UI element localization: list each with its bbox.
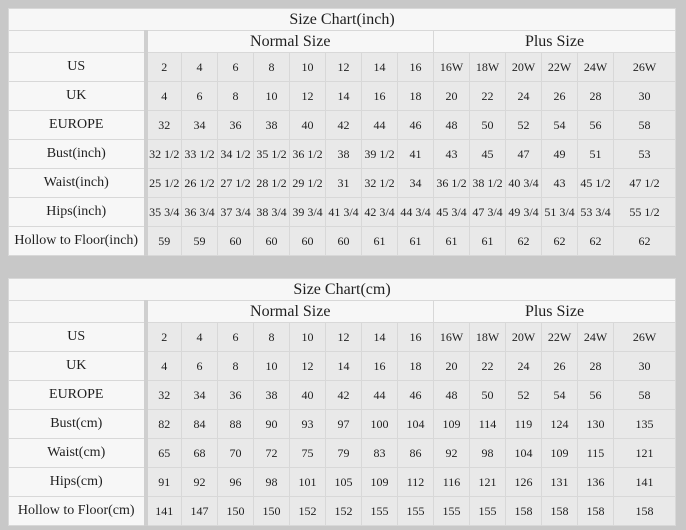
- size-value-cell: 150: [254, 497, 290, 526]
- size-value-cell: 65: [146, 439, 182, 468]
- size-value-cell: 10: [290, 53, 326, 82]
- size-value-cell: 39 1/2: [362, 140, 398, 169]
- size-value-cell: 20: [434, 82, 470, 111]
- size-value-cell: 43: [542, 169, 578, 198]
- size-value-cell: 2: [146, 323, 182, 352]
- group-header-row: [9, 301, 676, 323]
- table-row: [9, 497, 676, 526]
- size-value-cell: 12: [290, 82, 326, 111]
- row-label: Hips(cm): [9, 468, 146, 497]
- size-value-cell: 104: [398, 410, 434, 439]
- size-value-cell: 16W: [434, 323, 470, 352]
- size-value-cell: 44 3/4: [398, 198, 434, 227]
- size-value-cell: 97: [326, 410, 362, 439]
- size-value-cell: 56: [578, 111, 614, 140]
- group-header-plus-size: Plus Size: [434, 301, 676, 323]
- size-value-cell: 100: [362, 410, 398, 439]
- size-value-cell: 12: [326, 53, 362, 82]
- size-value-cell: 130: [578, 410, 614, 439]
- size-value-cell: 36: [218, 381, 254, 410]
- size-value-cell: 84: [182, 410, 218, 439]
- size-value-cell: 20: [434, 352, 470, 381]
- corner-cell: [9, 301, 146, 323]
- size-value-cell: 18: [398, 352, 434, 381]
- size-value-cell: 10: [254, 352, 290, 381]
- size-value-cell: 96: [218, 468, 254, 497]
- group-header-row: [9, 31, 676, 53]
- size-value-cell: 30: [614, 352, 676, 381]
- size-value-cell: 30: [614, 82, 676, 111]
- size-value-cell: 26: [542, 82, 578, 111]
- size-value-cell: 86: [398, 439, 434, 468]
- size-value-cell: 141: [146, 497, 182, 526]
- size-value-cell: 47 3/4: [470, 198, 506, 227]
- size-value-cell: 60: [218, 227, 254, 256]
- size-value-cell: 6: [182, 82, 218, 111]
- size-value-cell: 10: [254, 82, 290, 111]
- size-value-cell: 56: [578, 381, 614, 410]
- size-value-cell: 46: [398, 381, 434, 410]
- size-value-cell: 24W: [578, 53, 614, 82]
- size-value-cell: 55 1/2: [614, 198, 676, 227]
- table-row: [9, 169, 676, 198]
- row-label: Hollow to Floor(cm): [9, 497, 146, 526]
- size-value-cell: 62: [578, 227, 614, 256]
- size-value-cell: 53 3/4: [578, 198, 614, 227]
- row-label: Bust(inch): [9, 140, 146, 169]
- size-value-cell: 98: [470, 439, 506, 468]
- size-value-cell: 20W: [506, 53, 542, 82]
- size-value-cell: 83: [362, 439, 398, 468]
- size-value-cell: 28: [578, 352, 614, 381]
- size-value-cell: 18W: [470, 53, 506, 82]
- size-value-cell: 82: [146, 410, 182, 439]
- size-value-cell: 45 1/2: [578, 169, 614, 198]
- size-value-cell: 33 1/2: [182, 140, 218, 169]
- size-value-cell: 158: [614, 497, 676, 526]
- size-value-cell: 58: [614, 381, 676, 410]
- size-value-cell: 136: [578, 468, 614, 497]
- size-value-cell: 14: [362, 53, 398, 82]
- size-value-cell: 75: [290, 439, 326, 468]
- size-value-cell: 72: [254, 439, 290, 468]
- size-value-cell: 59: [146, 227, 182, 256]
- size-value-cell: 16: [398, 53, 434, 82]
- row-label: US: [9, 53, 146, 82]
- table-title-row: [9, 9, 676, 31]
- size-value-cell: 8: [254, 53, 290, 82]
- size-value-cell: 92: [182, 468, 218, 497]
- size-value-cell: 22: [470, 82, 506, 111]
- size-value-cell: 32 1/2: [362, 169, 398, 198]
- size-value-cell: 98: [254, 468, 290, 497]
- size-value-cell: 50: [470, 111, 506, 140]
- size-value-cell: 14: [326, 82, 362, 111]
- size-value-cell: 6: [218, 323, 254, 352]
- size-chart-inch-table: [8, 8, 676, 256]
- table-title-row: [9, 279, 676, 301]
- size-value-cell: 31: [326, 169, 362, 198]
- size-value-cell: 16: [398, 323, 434, 352]
- size-value-cell: 29 1/2: [290, 169, 326, 198]
- size-value-cell: 109: [434, 410, 470, 439]
- size-value-cell: 38: [254, 381, 290, 410]
- size-value-cell: 36 1/2: [434, 169, 470, 198]
- size-value-cell: 40: [290, 381, 326, 410]
- table-title: Size Chart(cm): [9, 279, 676, 301]
- row-label: EUROPE: [9, 381, 146, 410]
- size-value-cell: 28 1/2: [254, 169, 290, 198]
- size-value-cell: 42: [326, 111, 362, 140]
- size-value-cell: 8: [218, 82, 254, 111]
- size-value-cell: 37 3/4: [218, 198, 254, 227]
- size-value-cell: 121: [470, 468, 506, 497]
- table-row: [9, 439, 676, 468]
- size-value-cell: 42 3/4: [362, 198, 398, 227]
- size-value-cell: 109: [362, 468, 398, 497]
- size-value-cell: 101: [290, 468, 326, 497]
- size-value-cell: 121: [614, 439, 676, 468]
- table-row: [9, 323, 676, 352]
- size-chart-cm-table: [8, 278, 676, 526]
- size-value-cell: 61: [362, 227, 398, 256]
- table-title: Size Chart(inch): [9, 9, 676, 31]
- size-value-cell: 44: [362, 381, 398, 410]
- size-value-cell: 32: [146, 381, 182, 410]
- size-value-cell: 158: [578, 497, 614, 526]
- size-value-cell: 48: [434, 381, 470, 410]
- size-value-cell: 155: [434, 497, 470, 526]
- size-value-cell: 70: [218, 439, 254, 468]
- size-value-cell: 52: [506, 111, 542, 140]
- size-value-cell: 116: [434, 468, 470, 497]
- size-value-cell: 44: [362, 111, 398, 140]
- size-value-cell: 58: [614, 111, 676, 140]
- size-value-cell: 49 3/4: [506, 198, 542, 227]
- size-value-cell: 62: [614, 227, 676, 256]
- row-label: Hips(inch): [9, 198, 146, 227]
- size-value-cell: 131: [542, 468, 578, 497]
- size-value-cell: 26 1/2: [182, 169, 218, 198]
- size-value-cell: 32: [146, 111, 182, 140]
- size-value-cell: 18: [398, 82, 434, 111]
- size-value-cell: 12: [326, 323, 362, 352]
- size-value-cell: 52: [506, 381, 542, 410]
- size-value-cell: 35 1/2: [254, 140, 290, 169]
- size-value-cell: 16W: [434, 53, 470, 82]
- size-value-cell: 119: [506, 410, 542, 439]
- size-value-cell: 68: [182, 439, 218, 468]
- size-value-cell: 6: [218, 53, 254, 82]
- size-value-cell: 12: [290, 352, 326, 381]
- size-value-cell: 59: [182, 227, 218, 256]
- size-value-cell: 51 3/4: [542, 198, 578, 227]
- size-value-cell: 155: [362, 497, 398, 526]
- size-value-cell: 38 3/4: [254, 198, 290, 227]
- size-value-cell: 112: [398, 468, 434, 497]
- size-value-cell: 6: [182, 352, 218, 381]
- size-value-cell: 24: [506, 82, 542, 111]
- row-label: UK: [9, 352, 146, 381]
- size-value-cell: 41: [398, 140, 434, 169]
- row-label: Bust(cm): [9, 410, 146, 439]
- size-value-cell: 104: [506, 439, 542, 468]
- table-row: [9, 111, 676, 140]
- size-value-cell: 60: [290, 227, 326, 256]
- size-value-cell: 152: [290, 497, 326, 526]
- size-value-cell: 53: [614, 140, 676, 169]
- size-value-cell: 16: [362, 82, 398, 111]
- size-value-cell: 42: [326, 381, 362, 410]
- size-value-cell: 155: [470, 497, 506, 526]
- size-value-cell: 36 3/4: [182, 198, 218, 227]
- table-row: [9, 468, 676, 497]
- size-value-cell: 93: [290, 410, 326, 439]
- size-value-cell: 45: [470, 140, 506, 169]
- table-row: [9, 198, 676, 227]
- size-value-cell: 60: [326, 227, 362, 256]
- size-value-cell: 22W: [542, 53, 578, 82]
- size-value-cell: 40 3/4: [506, 169, 542, 198]
- table-row: [9, 352, 676, 381]
- row-label: Waist(cm): [9, 439, 146, 468]
- size-value-cell: 62: [542, 227, 578, 256]
- size-value-cell: 16: [362, 352, 398, 381]
- size-value-cell: 79: [326, 439, 362, 468]
- size-value-cell: 61: [398, 227, 434, 256]
- size-value-cell: 54: [542, 111, 578, 140]
- size-value-cell: 35 3/4: [146, 198, 182, 227]
- size-value-cell: 22W: [542, 323, 578, 352]
- size-value-cell: 49: [542, 140, 578, 169]
- size-value-cell: 38: [254, 111, 290, 140]
- size-value-cell: 38: [326, 140, 362, 169]
- size-value-cell: 152: [326, 497, 362, 526]
- size-value-cell: 115: [578, 439, 614, 468]
- size-value-cell: 14: [362, 323, 398, 352]
- size-value-cell: 24: [506, 352, 542, 381]
- size-value-cell: 147: [182, 497, 218, 526]
- size-value-cell: 43: [434, 140, 470, 169]
- row-label: US: [9, 323, 146, 352]
- size-value-cell: 32 1/2: [146, 140, 182, 169]
- size-value-cell: 141: [614, 468, 676, 497]
- size-value-cell: 105: [326, 468, 362, 497]
- size-value-cell: 60: [254, 227, 290, 256]
- size-value-cell: 155: [398, 497, 434, 526]
- size-value-cell: 34: [182, 381, 218, 410]
- size-value-cell: 61: [434, 227, 470, 256]
- size-value-cell: 92: [434, 439, 470, 468]
- size-value-cell: 14: [326, 352, 362, 381]
- size-value-cell: 50: [470, 381, 506, 410]
- row-label: Hollow to Floor(inch): [9, 227, 146, 256]
- size-value-cell: 126: [506, 468, 542, 497]
- size-value-cell: 47 1/2: [614, 169, 676, 198]
- size-value-cell: 124: [542, 410, 578, 439]
- corner-cell: [9, 31, 146, 53]
- size-value-cell: 10: [290, 323, 326, 352]
- size-value-cell: 61: [470, 227, 506, 256]
- size-value-cell: 28: [578, 82, 614, 111]
- size-value-cell: 4: [146, 352, 182, 381]
- size-value-cell: 38 1/2: [470, 169, 506, 198]
- size-value-cell: 18W: [470, 323, 506, 352]
- size-value-cell: 26W: [614, 323, 676, 352]
- size-value-cell: 22: [470, 352, 506, 381]
- size-value-cell: 36 1/2: [290, 140, 326, 169]
- size-value-cell: 34: [398, 169, 434, 198]
- size-value-cell: 26: [542, 352, 578, 381]
- table-row: [9, 140, 676, 169]
- size-value-cell: 27 1/2: [218, 169, 254, 198]
- size-value-cell: 135: [614, 410, 676, 439]
- group-header-normal-size: Normal Size: [146, 31, 434, 53]
- table-row: [9, 381, 676, 410]
- size-value-cell: 8: [254, 323, 290, 352]
- size-value-cell: 62: [506, 227, 542, 256]
- size-value-cell: 36: [218, 111, 254, 140]
- size-value-cell: 54: [542, 381, 578, 410]
- table-row: [9, 82, 676, 111]
- size-value-cell: 2: [146, 53, 182, 82]
- size-value-cell: 8: [218, 352, 254, 381]
- size-value-cell: 51: [578, 140, 614, 169]
- row-label: UK: [9, 82, 146, 111]
- size-value-cell: 34 1/2: [218, 140, 254, 169]
- table-row: [9, 410, 676, 439]
- size-value-cell: 158: [506, 497, 542, 526]
- row-label: Waist(inch): [9, 169, 146, 198]
- size-value-cell: 4: [146, 82, 182, 111]
- table-row: [9, 227, 676, 256]
- size-value-cell: 48: [434, 111, 470, 140]
- table-row: [9, 53, 676, 82]
- size-value-cell: 45 3/4: [434, 198, 470, 227]
- size-value-cell: 114: [470, 410, 506, 439]
- size-value-cell: 4: [182, 53, 218, 82]
- size-value-cell: 25 1/2: [146, 169, 182, 198]
- size-value-cell: 88: [218, 410, 254, 439]
- size-value-cell: 91: [146, 468, 182, 497]
- size-value-cell: 20W: [506, 323, 542, 352]
- size-value-cell: 150: [218, 497, 254, 526]
- size-value-cell: 4: [182, 323, 218, 352]
- size-value-cell: 158: [542, 497, 578, 526]
- size-value-cell: 34: [182, 111, 218, 140]
- size-value-cell: 47: [506, 140, 542, 169]
- size-value-cell: 109: [542, 439, 578, 468]
- row-label: EUROPE: [9, 111, 146, 140]
- size-value-cell: 90: [254, 410, 290, 439]
- size-value-cell: 24W: [578, 323, 614, 352]
- size-value-cell: 39 3/4: [290, 198, 326, 227]
- group-header-plus-size: Plus Size: [434, 31, 676, 53]
- size-value-cell: 26W: [614, 53, 676, 82]
- group-header-normal-size: Normal Size: [146, 301, 434, 323]
- size-value-cell: 41 3/4: [326, 198, 362, 227]
- size-value-cell: 40: [290, 111, 326, 140]
- size-value-cell: 46: [398, 111, 434, 140]
